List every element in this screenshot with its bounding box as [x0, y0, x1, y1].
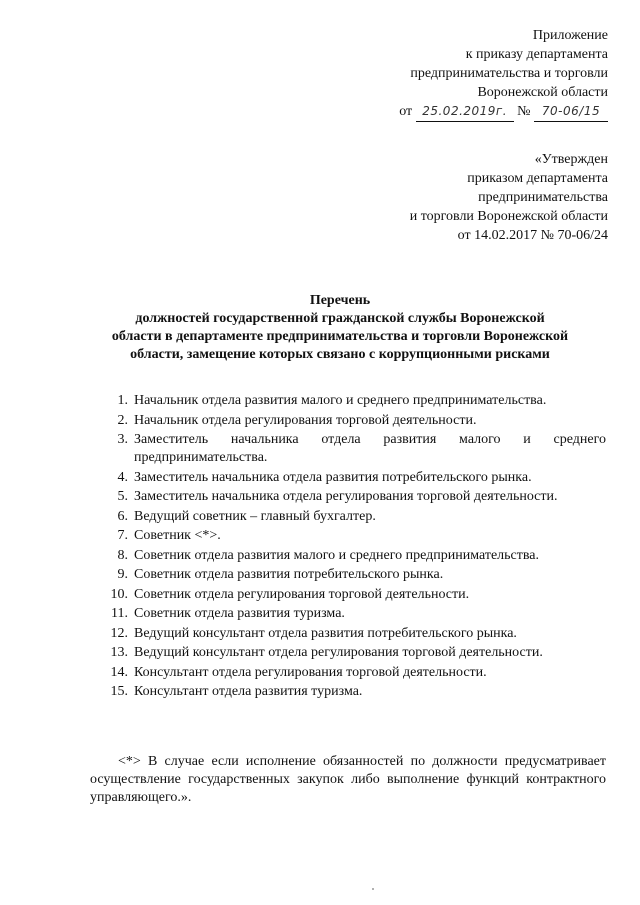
approval-line: предпринимательства	[478, 190, 608, 205]
positions-list	[106, 392, 606, 703]
list-item	[106, 431, 606, 467]
item-number: 10.	[110, 586, 128, 602]
list-item	[106, 683, 606, 701]
item-text: Советник отдела развития потребительского рынка.	[134, 567, 444, 582]
item-number: 14.	[110, 664, 128, 680]
item-number: 5.	[117, 489, 128, 504]
title-line: Перечень	[309, 293, 371, 308]
item-text: Советник отдела развития туризма.	[134, 606, 345, 621]
appendix-header	[399, 26, 608, 122]
approval-line: приказом департамента	[467, 171, 608, 186]
item-number: 9.	[117, 567, 128, 582]
number-sign: №	[517, 104, 531, 119]
date-prefix: от	[399, 104, 413, 119]
item-text: Советник отдела развития малого и среднего предпринимательства.	[134, 547, 540, 563]
item-number: 1.	[117, 393, 128, 408]
item-number: 3.	[117, 432, 128, 447]
approval-line: «Утвержден	[534, 152, 608, 167]
item-text: Заместитель начальника отдела развития малого и среднего предпринимательства.	[134, 432, 606, 465]
item-number: 15.	[110, 684, 128, 699]
approval-line: и торговли Воронежской области	[409, 209, 608, 224]
appendix-line: к приказу департамента	[465, 47, 608, 62]
list-item	[106, 644, 606, 662]
list-item	[106, 664, 606, 682]
item-number: 6.	[117, 508, 128, 524]
item-number: 4.	[117, 469, 128, 485]
list-item	[106, 527, 606, 545]
list-item	[106, 508, 606, 526]
appendix-line: предпринимательства и торговли	[410, 66, 608, 81]
item-number: 11.	[111, 606, 128, 621]
title-line: должностей государственной гражданской службы Воронежской	[135, 311, 545, 326]
list-item	[106, 488, 606, 506]
list-item	[106, 625, 606, 643]
item-number: 2.	[117, 412, 128, 428]
item-number: 13.	[110, 645, 128, 660]
item-number: 8.	[117, 547, 128, 563]
approval-line: от 14.02.2017 № 70-06/24	[457, 228, 608, 243]
list-item	[106, 605, 606, 623]
document-title	[80, 292, 600, 364]
item-text: Консультант отдела регулирования торговой деятельности.	[134, 664, 487, 680]
item-text: Консультант отдела развития туризма.	[134, 684, 363, 699]
item-text: Ведущий консультант отдела регулирования торговой деятельности.	[134, 645, 543, 660]
title-line: области, замещение которых связано с коррупционными рисками	[130, 347, 550, 362]
item-text: Ведущий консультант отдела развития потребительского рынка.	[134, 625, 517, 641]
item-text: Начальник отдела регулирования торговой деятельности.	[134, 412, 477, 428]
scan-dot	[372, 888, 374, 890]
appendix-line: Воронежской области	[477, 85, 608, 100]
item-text: Советник отдела регулирования торговой деятельности.	[134, 586, 470, 602]
item-text: Заместитель начальника отдела развития потребительского рынка.	[134, 469, 532, 485]
approval-block	[410, 150, 608, 245]
item-number: 12.	[110, 625, 128, 641]
item-text: Заместитель начальника отдела регулирования торговой деятельности.	[134, 489, 558, 504]
list-item	[106, 566, 606, 584]
appendix-line: Приложение	[532, 28, 608, 43]
item-text: Начальник отдела развития малого и среднего предпринимательства.	[134, 393, 547, 408]
title-line: области в департаменте предпринимательства и торговли Воронежской	[111, 329, 569, 344]
list-item	[106, 412, 606, 430]
list-item	[106, 392, 606, 410]
footnote: <*> В случае если исполнение обязанностей по должности предусматривает осуществление государственных закупок либо выполнение функций контрактного управляющего.».	[90, 754, 606, 805]
item-number: 7.	[117, 528, 128, 543]
item-text: Ведущий советник – главный бухгалтер.	[134, 508, 376, 524]
list-item	[106, 547, 606, 565]
appendix-date-line	[399, 102, 608, 122]
handwritten-date: 25.02.2019г.	[416, 102, 514, 122]
handwritten-number: 70-06/15	[534, 102, 608, 122]
list-item	[106, 469, 606, 487]
item-text: Советник <*>.	[134, 528, 221, 543]
list-item	[106, 586, 606, 604]
